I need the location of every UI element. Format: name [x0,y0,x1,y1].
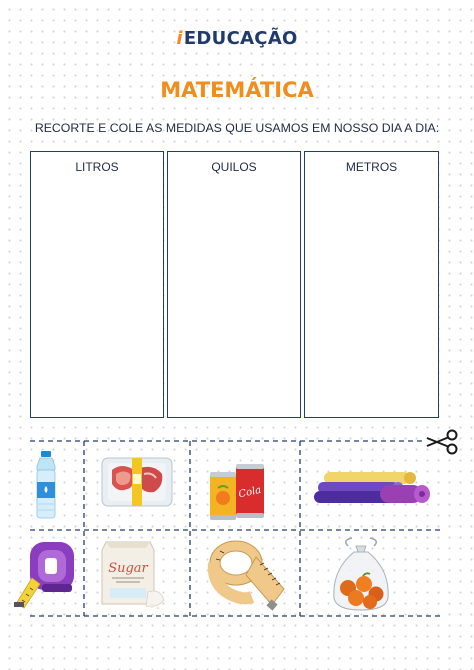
card-bag-of-oranges[interactable] [330,534,392,614]
page-title: MATEMÁTICA [160,78,314,102]
bag-of-oranges-icon [330,534,392,614]
card-meat-package[interactable] [100,452,174,512]
card-sugar-bag[interactable] [96,536,168,612]
card-measuring-tape-reel[interactable] [12,538,78,610]
soda-cans-icon [206,460,268,522]
card-water-bottle[interactable] [30,446,62,524]
column-metros[interactable] [304,151,439,418]
can-label: Cola [237,484,263,501]
logo-mark: i [176,28,183,49]
logo-text: EDUCAÇÃO [183,28,298,49]
card-soda-cans[interactable] [206,460,268,522]
sugar-label: Sugar [108,561,148,576]
sewing-tape-measure-icon [206,533,292,615]
column-litros[interactable] [30,151,164,418]
card-sewing-tape-measure[interactable] [206,533,292,615]
sugar-bag-icon [96,536,168,612]
card-fabric-rolls[interactable] [310,470,430,512]
fabric-rolls-icon [310,470,430,512]
measuring-tape-reel-icon [12,538,78,610]
column-label-litros: LITROS [75,160,119,174]
column-label-metros: METROS [345,160,398,174]
brand-logo [0,28,474,49]
water-bottle-icon [30,446,62,524]
instruction-text: RECORTE E COLE AS MEDIDAS QUE USAMOS EM NOSSO DIA A DIA: [34,121,440,135]
column-label-quilos: QUILOS [211,160,257,174]
column-quilos[interactable] [167,151,301,418]
scissors-icon [424,429,460,455]
meat-package-icon [100,452,174,512]
